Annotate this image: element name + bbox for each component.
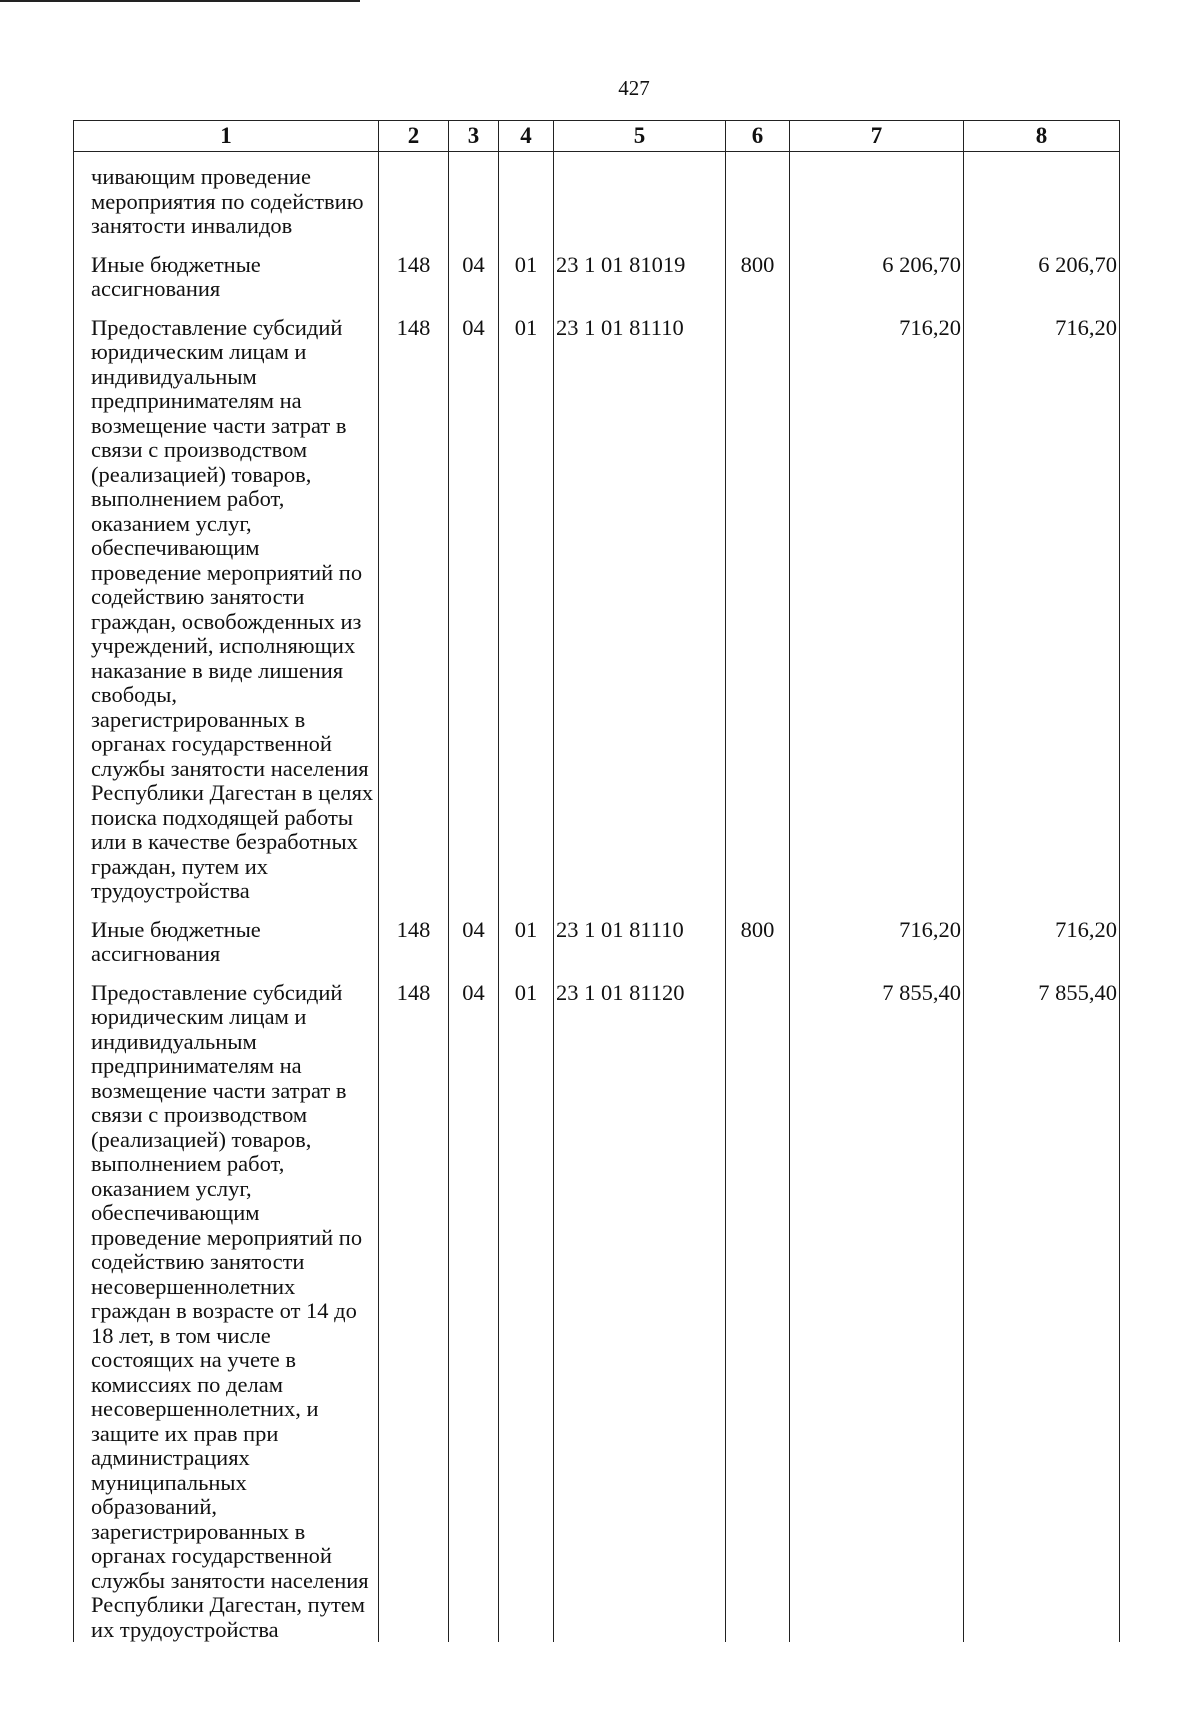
row-name-cell xyxy=(74,918,379,981)
table-row xyxy=(74,253,1120,316)
header-col-2: 2 xyxy=(379,121,449,152)
row-col5: 23 1 01 81120 xyxy=(554,981,726,1643)
row-col6 xyxy=(726,152,790,253)
header-col-3: 3 xyxy=(449,121,499,152)
row-name-cell xyxy=(74,316,379,918)
row-col7: 716,20 xyxy=(790,918,964,981)
row-col3: 04 xyxy=(449,316,499,918)
row-col4: 01 xyxy=(499,253,554,316)
row-name: Предоставление субсидий юридическим лицам и индивидуальным предпринимателям на возмещение части затрат в связи с производством (реализацией) товаров, выполнением работ, оказанием услуг, обеспечивающим проведение мероприятий по содействию занятости граждан, освобожденных из учреждений, исполняющих наказание в виде лишения свободы, зарегистрированных в органах государственной службы занятости населения Республики Дагестан в целях поиска подходящей работы или в качестве безработных граждан, путем их трудоустройства xyxy=(91,314,374,903)
row-col4: 01 xyxy=(499,918,554,981)
header-col-1: 1 xyxy=(74,121,379,152)
table-row xyxy=(74,918,1120,981)
row-col5: 23 1 01 81019 xyxy=(554,253,726,316)
header-col-6: 6 xyxy=(726,121,790,152)
row-name: Предоставление субсидий юридическим лицам и индивидуальным предпринимателям на возмещение части затрат в связи с производством (реализацией) товаров, выполнением работ, оказанием услуг, обеспечивающим проведение мероприятий по содействию занятости несовершеннолетних граждан в возрасте от 14 до 18 лет, в том числе состоящих на учете в комиссиях по делам несовершеннолетних, и защите их прав при администрациях муниципальных образований, зарегистрированных в органах государственной службы занятости населения Республики Дагестан, путем их трудоустройства xyxy=(91,979,369,1642)
row-col2: 148 xyxy=(379,253,449,316)
page-top-edge xyxy=(0,0,360,2)
row-col5 xyxy=(554,152,726,253)
row-col7: 716,20 xyxy=(790,316,964,918)
row-col2: 148 xyxy=(379,316,449,918)
row-name-cell xyxy=(74,152,379,253)
row-col6 xyxy=(726,981,790,1643)
row-col8: 7 855,40 xyxy=(964,981,1120,1643)
row-col6: 800 xyxy=(726,253,790,316)
row-col3: 04 xyxy=(449,918,499,981)
row-col2: 148 xyxy=(379,918,449,981)
row-col3: 04 xyxy=(449,253,499,316)
row-name-cell xyxy=(74,981,379,1643)
row-col8 xyxy=(964,152,1120,253)
header-col-7: 7 xyxy=(790,121,964,152)
row-col7 xyxy=(790,152,964,253)
header-col-4: 4 xyxy=(499,121,554,152)
row-name: Иные бюджетные ассигнования xyxy=(91,251,261,301)
budget-table xyxy=(73,120,1120,1642)
row-col5: 23 1 01 81110 xyxy=(554,316,726,918)
row-col8: 716,20 xyxy=(964,918,1120,981)
row-col6 xyxy=(726,316,790,918)
row-col2: 148 xyxy=(379,981,449,1643)
row-name-cell xyxy=(74,253,379,316)
table-row xyxy=(74,316,1120,918)
row-col7: 6 206,70 xyxy=(790,253,964,316)
row-name: Иные бюджетные ассигнования xyxy=(91,916,261,966)
row-col4: 01 xyxy=(499,981,554,1643)
row-col4 xyxy=(499,152,554,253)
table-row xyxy=(74,981,1120,1643)
header-col-8: 8 xyxy=(964,121,1120,152)
row-col4: 01 xyxy=(499,316,554,918)
header-row xyxy=(74,121,1120,152)
row-col3: 04 xyxy=(449,981,499,1643)
row-col8: 716,20 xyxy=(964,316,1120,918)
row-col2 xyxy=(379,152,449,253)
row-col3 xyxy=(449,152,499,253)
row-col5: 23 1 01 81110 xyxy=(554,918,726,981)
row-col8: 6 206,70 xyxy=(964,253,1120,316)
row-col6: 800 xyxy=(726,918,790,981)
page-number: 427 xyxy=(618,76,650,100)
row-col7: 7 855,40 xyxy=(790,981,964,1643)
table-row xyxy=(74,152,1120,253)
row-name: чивающим проведение мероприятия по содействию занятости инвалидов xyxy=(91,164,364,238)
header-col-5: 5 xyxy=(554,121,726,152)
